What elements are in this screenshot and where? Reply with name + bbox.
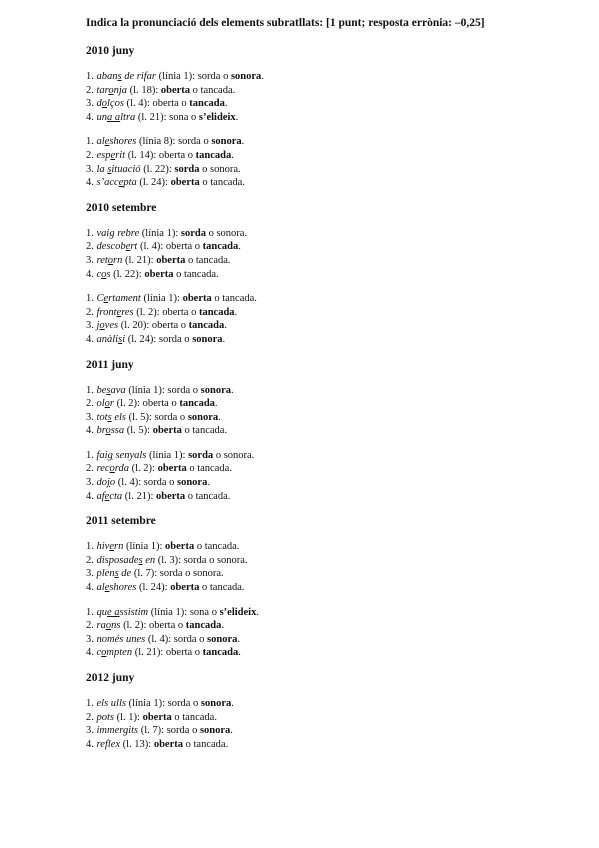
section-heading: 2012 juny [86,672,135,684]
section-heading: 2011 juny [86,358,134,371]
section-heading: 2011 setembre [86,515,156,528]
question-item: 1. aleshores (línia 8): sorda o sonora. [86,136,245,148]
question-item: 2. recorda (l. 2): oberta o tancada. [86,463,232,475]
question-group [86,540,586,594]
question-item: 4. compten (l. 21): oberta o tancada. [86,647,241,659]
question-item: 3. retorn (l. 21): oberta o tancada. [86,254,231,266]
question-item: 4. s’accepta (l. 24): oberta o tancada. [86,177,245,189]
question-group [86,449,586,503]
question-item: 1. els ulls (línia 1): sorda o sonora. [86,698,234,709]
question-group [86,384,586,438]
question-item: 4. aleshores (l. 24): oberta o tancada. [86,582,245,594]
question-item: 2. taronja (l. 18): oberta o tancada. [86,84,236,96]
section-heading: 2010 setembre [86,201,157,214]
question-group [86,227,586,281]
question-item: 1. faig senyals (línia 1): sorda o sonora. [86,449,255,461]
question-item: 4. brossa (l. 5): oberta o tancada. [86,425,228,437]
question-group [86,292,586,346]
question-item: 2. fronteres (l. 2): oberta o tancada. [86,306,238,318]
question-item: 1. Certament (línia 1): oberta o tancada. [86,293,257,305]
question-item: 1. que assistim (línia 1): sona o s’elideix. [86,606,259,618]
question-item: 2. disposades en (l. 3): sorda o sonora. [86,554,248,566]
question-item: 3. immergits (l. 7): sorda o sonora. [86,725,233,737]
question-item: 2. pots (l. 1): oberta o tancada. [86,711,217,723]
question-item: 3. joves (l. 20): oberta o tancada. [86,320,227,332]
question-item: 3. dojo (l. 4): sorda o sonora. [86,477,210,489]
section-heading: 2010 juny [86,45,135,57]
page-title: Indica la pronunciació dels elements subratllats: [1 punt; resposta errònia: –0,25] [86,17,485,29]
document-page [86,16,586,762]
question-item: 3. només unes (l. 4): sorda o sonora. [86,633,240,645]
question-item: 2. olor (l. 2): oberta o tancada. [86,398,218,410]
question-item: 4. cos (l. 22): oberta o tancada. [86,268,219,280]
question-item: 4. afecta (l. 21): oberta o tancada. [86,490,231,502]
question-item: 1. abans de rifar (línia 1): sorda o sonora. [86,71,264,82]
question-item: 3. plens de (l. 7): sorda o sonora. [86,568,224,580]
question-item: 4. reflex (l. 13): oberta o tancada. [86,738,229,750]
question-group [86,606,586,660]
question-item: 4. anàlisi (l. 24): sorda o sonora. [86,333,226,345]
question-item: 3. tots els (l. 5): sorda o sonora. [86,411,221,423]
exercise-sections [86,44,586,751]
question-group [86,70,586,124]
question-group [86,135,586,189]
question-item: 2. raons (l. 2): oberta o tancada. [86,620,224,632]
question-item: 1. vaig rebre (línia 1): sorda o sonora. [86,227,248,239]
question-group [86,697,586,751]
question-item: 2. descobert (l. 4): oberta o tancada. [86,241,241,253]
question-item: 3. dolços (l. 4): oberta o tancada. [86,98,228,110]
question-item: 3. la situació (l. 22): sorda o sonora. [86,163,241,175]
question-item: 4. una altra (l. 21): sona o s’elideix. [86,111,239,123]
question-item: 1. besava (línia 1): sorda o sonora. [86,384,234,396]
question-item: 2. esperit (l. 14): oberta o tancada. [86,149,234,161]
question-item: 1. hivern (línia 1): oberta o tancada. [86,541,240,553]
